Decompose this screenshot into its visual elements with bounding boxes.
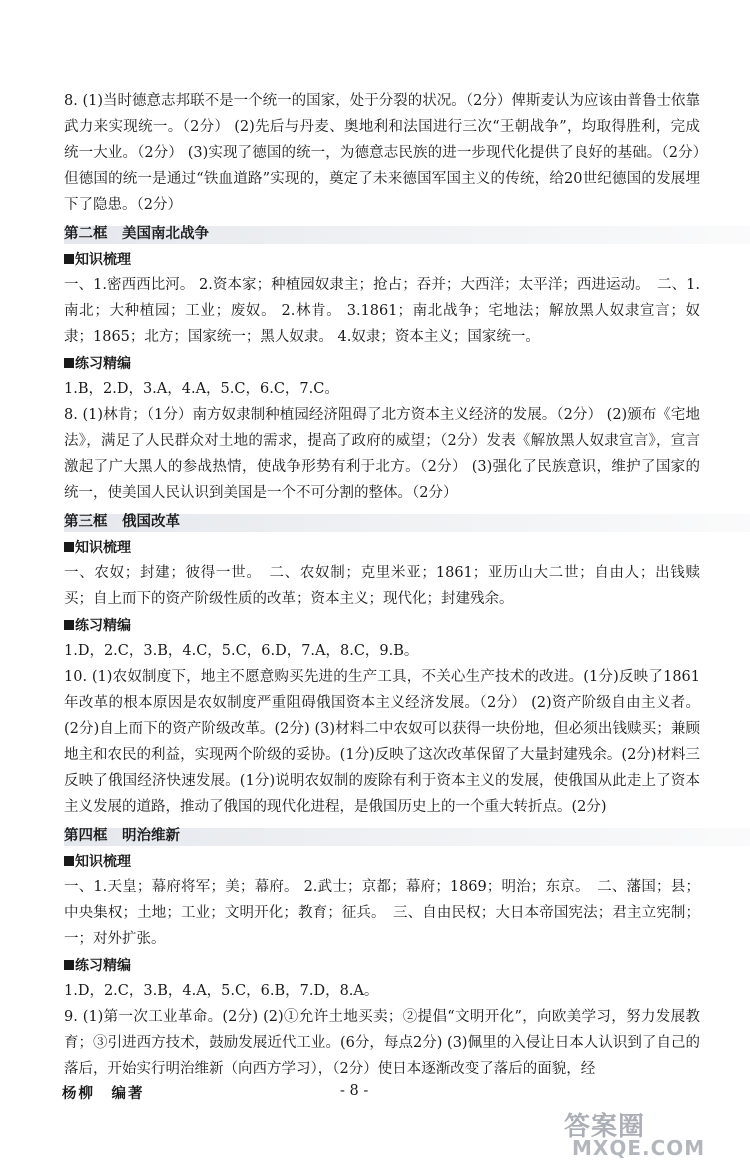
subheading-practice: 练习精编 <box>64 954 700 978</box>
footer-authors: 杨柳 编著 <box>62 1086 145 1102</box>
watermark-url: MXQE.COM <box>572 1136 706 1160</box>
page-number: - 8 - <box>340 1083 369 1099</box>
section-header-us-civil-war <box>64 222 700 246</box>
watermark-logo-text: 答案圈 <box>564 1112 646 1142</box>
subheading-knowledge: 知识梳理 <box>64 248 700 272</box>
square-bullet-icon <box>64 254 74 264</box>
choice-answers: 1.D，2.C，3.B，4.C，5.C，6.D，7.A，8.C，9.B。 <box>64 643 419 659</box>
square-bullet-icon <box>64 620 74 630</box>
knowledge-text: 一、农奴；封建；彼得一世。 二、农奴制；克里米亚；1861；亚历山大二世；自由人；出钱赎买；自上而下的资产阶级性质的改革；资本主义；现代化；封建残余。 <box>64 565 700 607</box>
answer-q8-germany: 8. (1)当时德意志邦联不是一个统一的国家，处于分裂的状况。（2分）俾斯麦认为应该由普鲁士依靠武力来实现统一。（2分） (2)先后与丹麦、奥地利和法国进行三次“王朝战争”，均取得胜利，完成统一大业。（2分） (3)实现了德国的统一，为德意志民族的进一步现代化提供了良好的基础。（2分）但德国的统一是通过“铁血道路”实现的，奠定了未来德国军国主义的传统，给20世纪德国的发展埋下了隐患。（2分） <box>64 93 700 213</box>
square-bullet-icon <box>64 856 74 866</box>
subheading-knowledge: 知识梳理 <box>64 850 700 874</box>
subheading-knowledge: 知识梳理 <box>64 536 700 560</box>
square-bullet-icon <box>64 542 74 552</box>
answer-q8-lincoln: 8. (1)林肯；（1分）南方奴隶制种植园经济阻碍了北方资本主义经济的发展。（2分） (2)颁布《宅地法》，满足了人民群众对土地的需求，提高了政府的威望；（2分）发表《解放黑人奴隶宣言》，宣言激起了广大黑人的参战热情，使战争形势有利于北方。（2分） (3)强化了民族意识，维护了国家的统一，使美国人民认识到美国是一个不可分割的整体。（2分） <box>64 407 700 501</box>
choice-answers: 1.B，2.D，3.A，4.A，5.C，6.C，7.C。 <box>64 381 339 397</box>
choice-answers: 1.D，2.C，3.B，4.A，5.C，6.B，7.D，8.A。 <box>64 983 379 999</box>
square-bullet-icon <box>64 960 74 970</box>
subheading-practice: 练习精编 <box>64 352 700 376</box>
knowledge-text: 一、1.天皇；幕府将军；美；幕府。 2.武士；京都；幕府；1869；明治；东京。 二、藩国；县；中央集权；土地；工业；文明开化；教育；征兵。 三、自由民权；大日本帝国宪法；君主立宪制；一；对外扩张。 <box>64 879 700 947</box>
section-title: 第三框 俄国改革 <box>64 514 180 530</box>
subheading-practice: 练习精编 <box>64 614 700 638</box>
watermark-stamp-logo <box>564 1106 740 1160</box>
answer-q9-meiji: 9. (1)第一次工业革命。(2分) (2)①允许土地买卖；②提倡“文明开化”，向欧美学习，努力发展教育；③引进西方技术，鼓励发展近代工业。(6分，每点2分) (3)佩里的入侵让日本人认识到了自己的落后，开始实行明治维新（向西方学习），（2分）使日本逐渐改变了落后的面貌，经 <box>64 1009 700 1077</box>
answer-page <box>64 88 700 1082</box>
square-bullet-icon <box>64 358 74 368</box>
section-title: 第二框 美国南北战争 <box>64 226 209 242</box>
knowledge-text: 一、1.密西西比河。 2.资本家；种植园奴隶主；抢占；吞并；大西洋；太平洋；西进运动。 二、1.南北；大种植园；工业；废奴。 2.林肯。 3.1861；南北战争；宅地法；解放黑人奴隶宣言；奴隶；1865；北方；国家统一；黑人奴隶。 4.奴隶；资本主义；国家统一。 <box>64 277 700 345</box>
section-header-russia-reform <box>64 510 700 534</box>
answer-q10-serfdom: 10. (1)农奴制度下，地主不愿意购买先进的生产工具，不关心生产技术的改进。(1分)反映了1861年改革的根本原因是农奴制度严重阻碍俄国资本主义经济发展。（2分） (2)资产阶级自由主义者。(2分)自上而下的资产阶级改革。(2分) (3)材料二中农奴可以获得一块份地，但必须出钱赎买；兼顾地主和农民的利益，实现两个阶级的妥协。(1分)反映了这次改革保留了大量封建残余。(2分)材料三反映了俄国经济快速发展。(1分)说明农奴制的废除有利于资本主义的发展，使俄国从此走上了资本主义发展的道路，推动了俄国的现代化进程，是俄国历史上的一个重大转折点。(2分) <box>64 669 700 815</box>
section-title: 第四框 明治维新 <box>64 828 180 844</box>
section-header-meiji <box>64 824 700 848</box>
